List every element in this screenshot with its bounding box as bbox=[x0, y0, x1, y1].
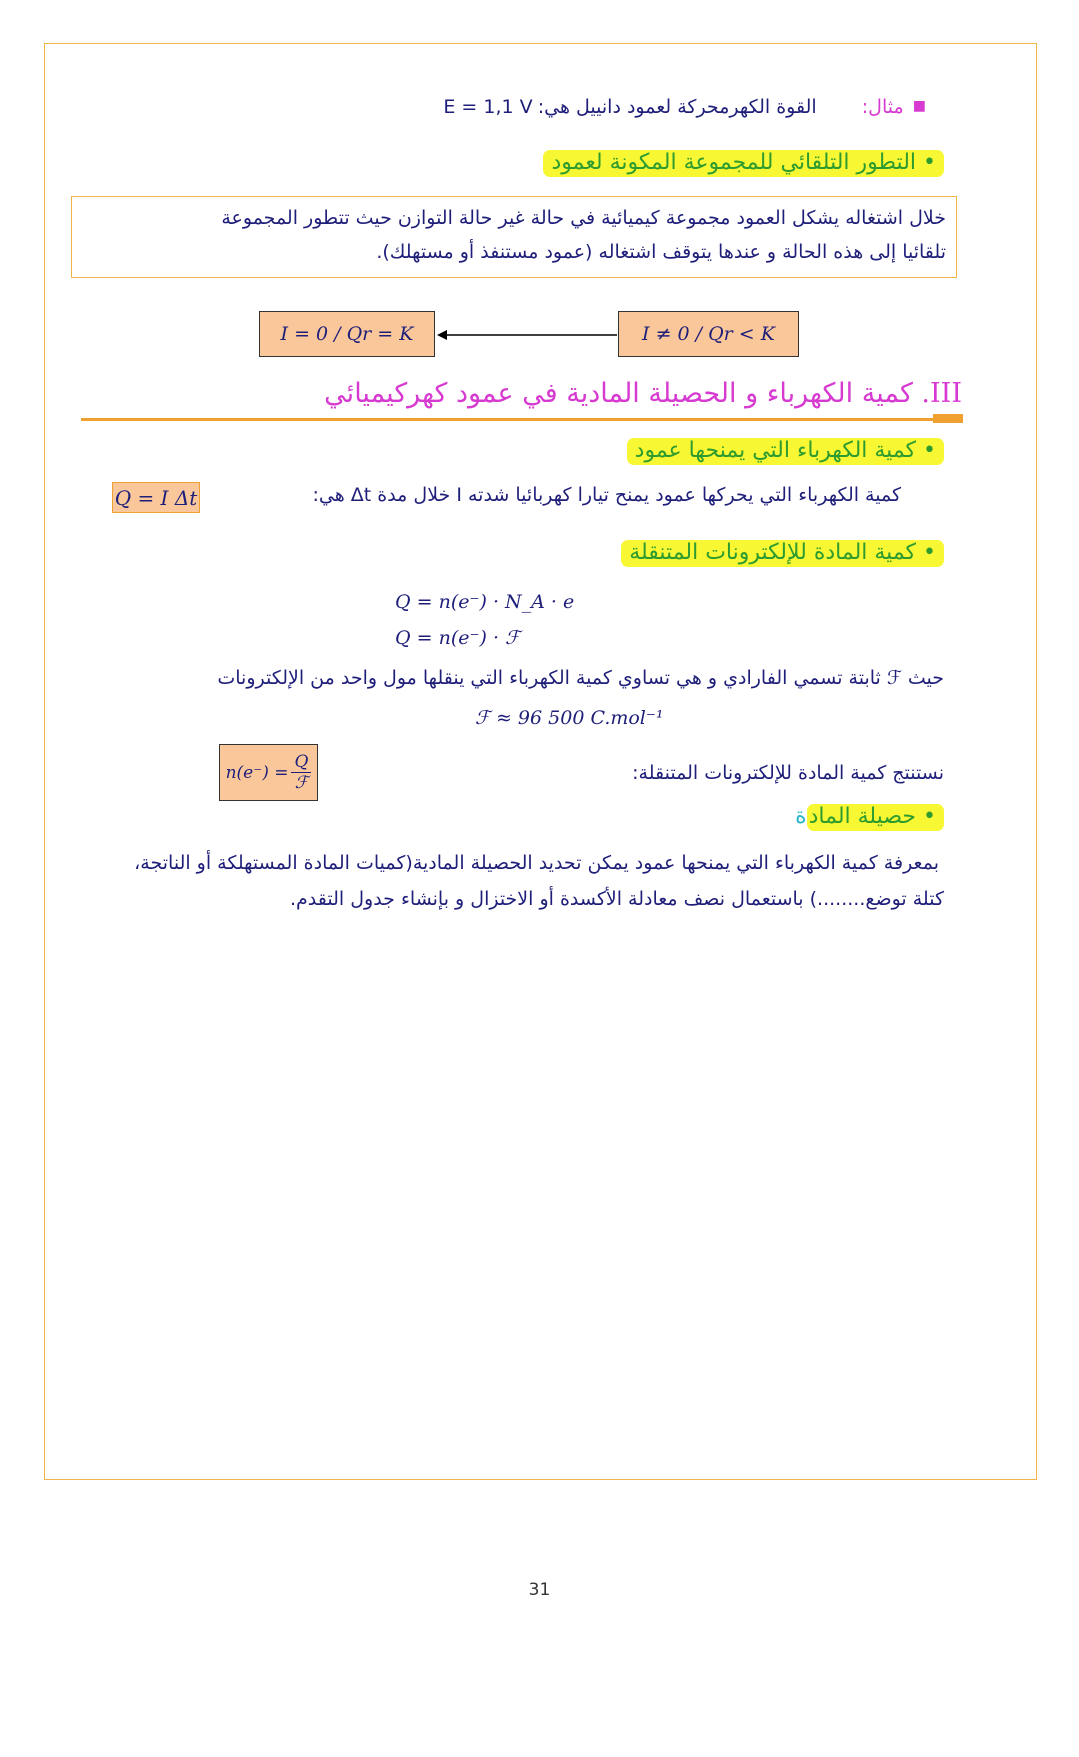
deduce-numerator: Q bbox=[291, 752, 311, 773]
heading-electrons-text: كمية المادة للإلكترونات المتنقلة bbox=[629, 540, 917, 565]
balance-line1: بمعرفة كمية الكهرباء التي يمنحها عمود يمكن تحديد الحصيلة المادية(كميات المادة المستهلكة أو الناتجة، bbox=[134, 852, 939, 874]
heading-balance-text: حصيلة الماد bbox=[808, 804, 917, 829]
heading-charge-text: كمية الكهرباء التي يمنحها عمود bbox=[634, 438, 917, 463]
evolution-box bbox=[71, 196, 957, 278]
deduce-formula-box bbox=[219, 744, 318, 801]
bullet-dot-icon: • bbox=[923, 438, 936, 463]
deduce-lhs: n(e⁻) = bbox=[225, 762, 289, 783]
charge-text: كمية الكهرباء التي يحركها عمود يمنح تيارا كهربائيا شدته I خلال مدة Δt هي: bbox=[312, 484, 901, 506]
example-value: E = 1,1 V bbox=[443, 96, 533, 118]
example-line bbox=[146, 96, 926, 126]
heading-evolution-text: التطور التلقائي للمجموعة المكونة لعمود bbox=[551, 150, 917, 175]
example-label: مثال: bbox=[861, 96, 904, 118]
evolution-box-line1: خلال اشتغاله يشكل العمود مجموعة كيميائية في حالة غير حالة التوازن حيث تتطور المجموعة bbox=[221, 207, 946, 229]
faraday-value: ℱ ≈ 96 500 C.mol⁻¹ bbox=[475, 707, 664, 729]
section3-rule bbox=[81, 418, 963, 421]
deduce-text: نستنتج كمية المادة للإلكترونات المتنقلة: bbox=[632, 762, 944, 784]
formula-q-faraday: Q = n(e⁻) · ℱ bbox=[395, 627, 520, 649]
bullet-square-icon: ■ bbox=[912, 98, 926, 114]
section3-rule-tab bbox=[933, 414, 963, 423]
deduce-fraction bbox=[291, 752, 311, 793]
heading-charge bbox=[627, 438, 944, 470]
bullet-dot-icon: • bbox=[923, 804, 936, 829]
section3-title-text: كمية الكهرباء و الحصيلة المادية في عمود كهركيميائي bbox=[324, 378, 913, 409]
evolution-box-line2: تلقائيا إلى هذه الحالة و عندها يتوقف اشتغاله (عمود مستنفذ أو مستهلك). bbox=[376, 241, 946, 263]
heading-electrons bbox=[621, 540, 944, 572]
charge-formula-box: Q = I Δt bbox=[112, 482, 200, 513]
bullet-dot-icon: • bbox=[923, 150, 936, 175]
example-text: القوة الكهرمحركة لعمود دانييل هي: bbox=[537, 96, 817, 118]
heading-evolution bbox=[543, 150, 944, 182]
heading-balance-tail: ة bbox=[795, 804, 807, 829]
faraday-text: حيث ℱ ثابتة تسمي الفارادي و هي تساوي كمية الكهرباء التي ينقلها مول واحد من الإلكترونات bbox=[217, 667, 944, 689]
page-number: 31 bbox=[528, 1580, 551, 1600]
formula-q-na: Q = n(e⁻) · N_A · e bbox=[395, 591, 575, 613]
diagram-left-box: I = 0 / Qr = K bbox=[259, 311, 435, 357]
diagram-right-box: I ≠ 0 / Qr < K bbox=[618, 311, 799, 357]
section3-number: III. bbox=[921, 378, 962, 409]
deduce-denominator: ℱ bbox=[294, 773, 309, 793]
section3-title bbox=[324, 378, 962, 418]
arrow-left-icon bbox=[435, 325, 618, 345]
bullet-dot-icon: • bbox=[923, 540, 936, 565]
balance-line2: كتلة توضع........) باستعمال نصف معادلة الأكسدة أو الاختزال و بإنشاء جدول التقدم. bbox=[290, 888, 944, 910]
heading-balance bbox=[795, 804, 944, 836]
